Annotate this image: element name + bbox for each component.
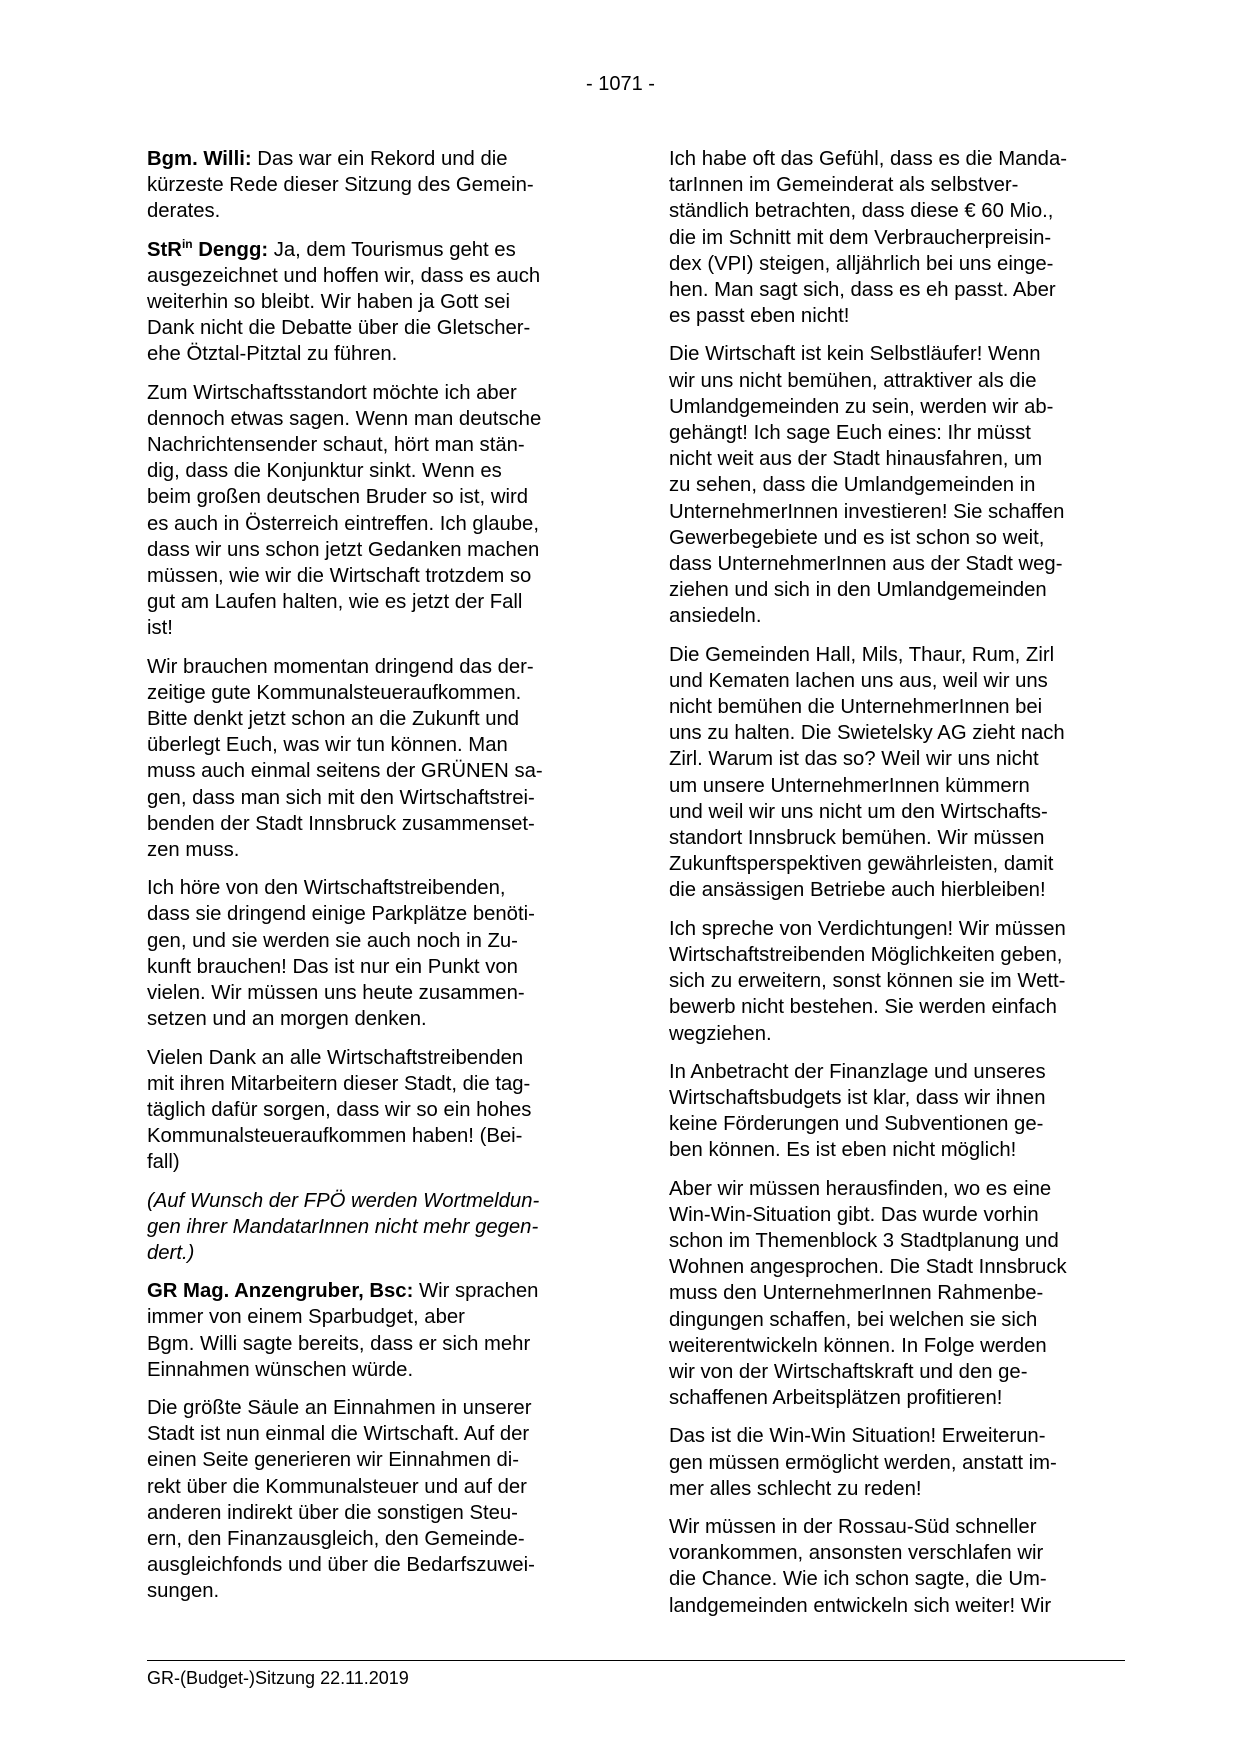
page-number: - 1071 - — [586, 73, 655, 95]
paragraph: Wir müssen in der Rossau-Süd schneller vorankommen, ansonsten verschlafen wir die Chance. Wie ich schon sagte, die Um- landgemeinden entwickeln sich weiter! Wir — [669, 1515, 1052, 1617]
footer-divider — [147, 1660, 1125, 1661]
paragraph — [147, 237, 597, 368]
paragraph: Die Gemeinden Hall, Mils, Thaur, Rum, Zirl und Kematen lachen uns aus, weil wir uns nicht bemühen die UnternehmerInnen bei uns zu halten. Die Swietelsky AG zieht nach Zirl. Warum ist das so? Weil wir uns nicht um unsere UnternehmerInnen kümmern und weil wir uns nicht um den Wirtschafts- standort Innsbruck bemühen. Wir müssen Zukunftsperspektiven gewährleisten, damit die ansässigen Betriebe auch hierbleiben! — [669, 643, 1065, 902]
speaker-name: Bgm. Willi: — [147, 148, 252, 170]
right-column — [669, 146, 1124, 1631]
speaker-name: GR Mag. Anzengruber, Bsc: — [147, 1280, 414, 1303]
paragraph: Aber wir müssen herausfinden, wo es eine Win-Win-Situation gibt. Das wurde vorhin schon im Themenblock 3 Stadtplanung und Wohnen angesprochen. Die Stadt Innsbruck muss den UnternehmerInnen Rahmenbe- dingungen schaffen, bei welchen sie sich weiterentwickeln können. In Folge werden wir von der Wirtschaftskraft und den ge- schaffenen Arbeitsplätzen profitieren! — [669, 1177, 1067, 1410]
paragraph — [147, 1278, 597, 1383]
paragraph: In Anbetracht der Finanzlage und unseres Wirtschaftsbudgets ist klar, dass wir ihnen keine Förderungen und Subventionen ge- ben können. Es ist eben nicht möglich! — [669, 1060, 1046, 1162]
speaker-name: StR$^{in}$ Dengg: — [147, 236, 269, 261]
paragraph: Vielen Dank an alle Wirtschaftstreibenden mit ihren Mitarbeitern dieser Stadt, die tag- täglich dafür sorgen, dass wir so ein hohes Kommunalsteueraufkommen haben! (Bei- fall) — [147, 1046, 532, 1174]
paragraph: Das ist die Win-Win Situation! Erweiterun- gen müssen ermöglicht werden, anstatt im- mer alles schlecht zu reden! — [669, 1425, 1057, 1500]
paragraph — [147, 146, 597, 225]
paragraph: Zum Wirtschaftsstandort möchte ich aber dennoch etwas sagen. Wenn man deutsche Nachrichtensender schaut, hört man stän- dig, dass die Konjunktur sinkt. Wenn es beim großen deutschen Bruder so ist, wird es auch in Österreich eintreffen. Ich glaube, dass wir uns schon jetzt Gedanken machen müssen, wie wir die Wirtschaft trotzdem so gut am Laufen halten, wie es jetzt der Fall ist! — [147, 381, 542, 640]
paragraph-text: Ja, dem Tourismus geht es ausgezeichnet und hoffen wir, dass es auch weiterhin so bleibt. Wir haben ja Gott sei Dank nicht die Debatte über die Gletscher- ehe Ötztal-Pitztal zu führen. — [147, 238, 541, 366]
paragraph-text: Das war ein Rekord und die kürzeste Rede dieser Sitzung des Gemein- derates. — [147, 148, 534, 223]
left-column — [147, 146, 597, 1617]
paragraph-text: Wir sprachen immer von einem Sparbudget, aber Bgm. Willi sagte bereits, dass er sich mehr Einnahmen wünschen würde. — [147, 1280, 539, 1381]
paragraph: Ich höre von den Wirtschaftstreibenden, dass sie dringend einige Parkplätze benöti- gen, und sie werden sie auch noch in Zu- kunft brauchen! Das ist nur ein Punkt von vielen. Wir müssen uns heute zusammen- setzen und an morgen denken. — [147, 877, 535, 1031]
footer-text: GR-(Budget-)Sitzung 22.11.2019 — [147, 1668, 409, 1688]
paragraph: Die größte Säule an Einnahmen in unserer Stadt ist nun einmal die Wirtschaft. Auf der einen Seite generieren wir Einnahmen di- rekt über die Kommunalsteuer und auf der anderen indirekt über die sonstigen Steu- ern, den Finanzausgleich, den Gemeinde- ausgleichfonds und über die Bedarfszuwei- sungen. — [147, 1396, 535, 1603]
paragraph: Wir brauchen momentan dringend das der- zeitige gute Kommunalsteueraufkommen. Bitte denkt jetzt schon an die Zukunft und überlegt Euch, was wir tun können. Man muss auch einmal seitens der GRÜNEN sa- gen, dass man sich mit den Wirtschaftstrei- benden der Stadt Innsbruck zusammenset- zen muss. — [147, 655, 543, 862]
paragraph: Ich habe oft das Gefühl, dass es die Manda- tarInnen im Gemeinderat als selbstver- ständlich betrachten, dass diese € 60 Mio., die im Schnitt mit dem Verbraucherpreisin- dex (VPI) steigen, alljährlich bei uns einge- hen. Man sagt sich, dass es eh passt. Aber es passt eben nicht! — [669, 148, 1067, 328]
paragraph: Ich spreche von Verdichtungen! Wir müssen Wirtschaftstreibenden Möglichkeiten geben, sich zu erweitern, sonst können sie im Wett- bewerb nicht bestehen. Sie werden einfach wegziehen. — [669, 917, 1066, 1045]
paragraph: Die Wirtschaft ist kein Selbstläufer! Wenn wir uns nicht bemühen, attraktiver als die Umlandgemeinden zu sein, werden wir ab- gehängt! Ich sage Euch eines: Ihr müsst nicht weit aus der Stadt hinausfahren, um zu sehen, dass die Umlandgemeinden in UnternehmerInnen investieren! Sie schaffen Gewerbegebiete und es ist schon so weit, dass UnternehmerInnen aus der Stadt weg- ziehen und sich in den Umlandgemeinden ansiedeln. — [669, 343, 1065, 628]
editorial-note: (Auf Wunsch der FPÖ werden Wortmeldun- gen ihrer MandatarInnen nicht mehr gegen- dert.) — [147, 1189, 540, 1264]
